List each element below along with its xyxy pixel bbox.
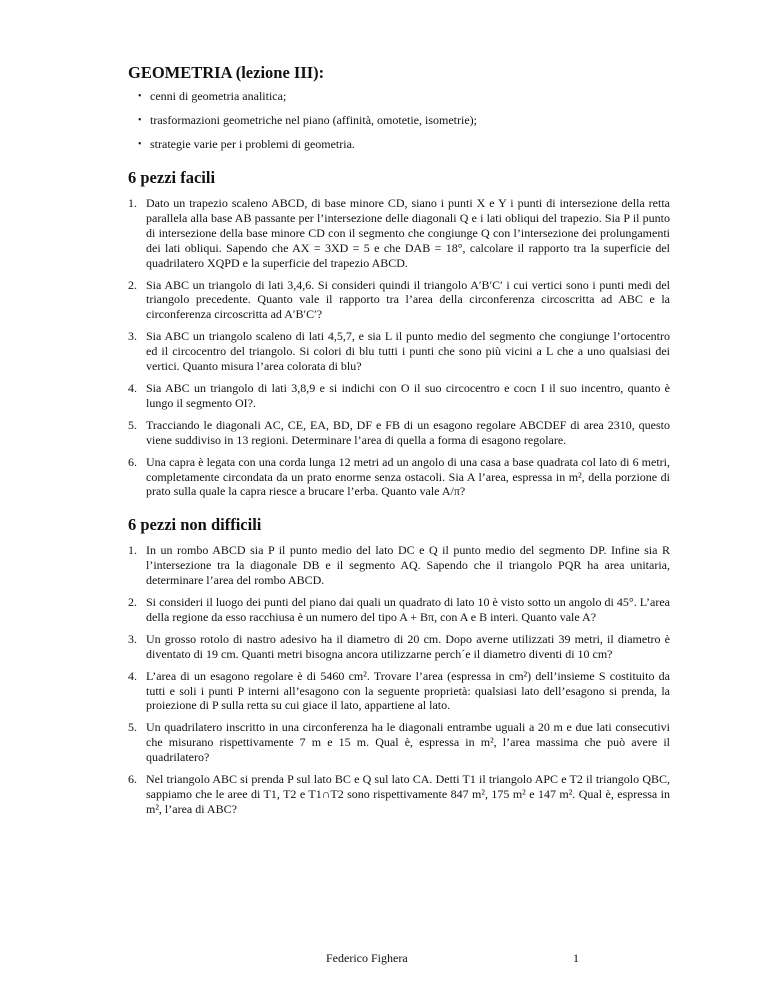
problem-item xyxy=(128,196,670,271)
problem-item xyxy=(128,455,670,500)
section-heading: 6 pezzi facili xyxy=(128,168,216,187)
problem-number: 4. xyxy=(128,380,137,395)
problem-item xyxy=(128,595,670,625)
problem-text: Un quadrilatero inscritto in una circonferenza ha le diagonali entrambe uguali a 20 m e due lati consecutivi che misurano rispettivamente 7 m e 15 m. Qual è, espressa in m², l’area massima che può avere il quadrilatero? xyxy=(146,720,670,765)
page-number: 1 xyxy=(573,951,579,965)
section-not-difficult xyxy=(128,515,670,817)
problem-item xyxy=(128,329,670,374)
page-title: GEOMETRIA (lezione III): xyxy=(128,63,325,82)
problem-number: 3. xyxy=(128,631,137,646)
problem-text: Nel triangolo ABC si prenda P sul lato BC e Q sul lato CA. Detti T1 il triangolo APC e T2 il triangolo QBC, sappiamo che le aree di T1, T2 e T1∩T2 sono rispettivamente 847 m², 175 m² e 147 m². Qual è, espressa in m², l’area di ABC? xyxy=(146,772,670,816)
problem-text: Tracciando le diagonali AC, CE, EA, BD, DF e FB di un esagono regolare ABCDEF di area 2310, questo viene suddiviso in 13 regioni. Determinare l’area di quella a forma di esagono regolare. xyxy=(146,417,670,447)
problem-number: 1. xyxy=(128,543,137,558)
problem-text: In un rombo ABCD sia P il punto medio del lato DC e Q il punto medio del segmento DP. Infine sia R l’intersezione tra la diagonale DB e il segmento AQ. Sapendo che il triangolo PQR ha area unitaria, determinare l’area del rombo ABCD. xyxy=(146,543,670,588)
problem-number: 2. xyxy=(128,277,137,292)
topics-list xyxy=(128,89,670,152)
topic-item: • trasformazioni geometriche nel piano (affinità, omotetie, isometrie); xyxy=(138,113,670,128)
problem-number: 5. xyxy=(128,417,137,432)
problem-text: Una capra è legata con una corda lunga 12 metri ad un angolo di una casa a base quadrata col lato di 6 metri, completamente circondata da un prato enorme senza ostacoli. Sia A l’area, espressa in m², della porzione di prato sulla quale la capra riesce a brucare l’erba. Quanto vale A/π? xyxy=(146,454,670,499)
problem-item xyxy=(128,720,670,765)
problem-number: 3. xyxy=(128,329,137,344)
page-content xyxy=(128,63,670,824)
problem-text: Dato un trapezio scaleno ABCD, di base minore CD, siano i punti X e Y i punti di intersezione della retta parallela alla base AB passante per l’intersezione delle diagonali Q e i lati obliqui del trapezio. Sia P il punto di intersezione della base minore CD con il segmento che congiunge Q con l’intersezione dei prolungamenti dei lati obliqui. Sapendo che AX = 3XD = 5 e che DAB = 18°, calcolare il rapporto tra la superficie del quadrilatero XQPD e la superficie del trapezio ABCD. xyxy=(146,196,670,270)
footer-author: Federico Fighera xyxy=(326,951,408,965)
problem-number: 2. xyxy=(128,595,137,610)
problem-list xyxy=(128,543,670,817)
section-easy xyxy=(128,168,670,499)
problem-text: Sia ABC un triangolo di lati 3,4,6. Si consideri quindi il triangolo A′B′C′ i cui vertici sono i punti medi del triangolo precedente. Quanto vale il rapporto tra l’area della circonferenza circoscritta ad ABC e la circonferenza circoscritta ad A′B′C′? xyxy=(146,277,670,322)
problem-text: Sia ABC un triangolo scaleno di lati 4,5,7, e sia L il punto medio del segmento che congiunge l’ortocentro ed il circocentro del triangolo. Si colori di blu tutti i punti che sono più vicini a L che a uno qualsiasi dei vertici. Quanto misura l’area colorata di blu? xyxy=(146,329,670,374)
problem-text: Un grosso rotolo di nastro adesivo ha il diametro di 20 cm. Dopo averne utilizzati 39 metri, il diametro è diventato di 19 cm. Quanti metri bisogna ancora utilizzarne perch´e il diametro diventi di 10 cm? xyxy=(146,631,670,661)
problem-number: 6. xyxy=(128,454,137,469)
problem-item xyxy=(128,632,670,662)
problem-number: 5. xyxy=(128,720,137,735)
problem-text: L’area di un esagono regolare è di 5460 cm². Trovare l’area (espressa in cm²) dell’insieme S costituito da tutti e soli i punti P interni all’esagono con la seguente proprietà: qualsiasi lato dell’esagono si prenda, la proiezione di P sulla retta su cui giace il lato, appartiene al lato. xyxy=(146,668,670,713)
topic-item: • cenni di geometria analitica; xyxy=(138,89,670,104)
topic-item: • strategie varie per i problemi di geometria. xyxy=(138,137,670,152)
problem-item xyxy=(128,381,670,411)
problem-item xyxy=(128,669,670,714)
problem-text: Sia ABC un triangolo di lati 3,8,9 e si indichi con O il suo circocentro e cocn I il suo incentro, quanto è lungo il segmento OI?. xyxy=(146,380,670,410)
problem-item xyxy=(128,772,670,817)
problem-number: 6. xyxy=(128,772,137,787)
problem-number: 1. xyxy=(128,196,137,210)
section-heading: 6 pezzi non difficili xyxy=(128,515,262,535)
problem-text: Si consideri il luogo dei punti del piano dai quali un quadrato di lato 10 è visto sotto un angolo di 45°. L’area della regione da esso racchiusa è un numero del tipo A + Bπ, con A e B interi. Quanto vale A? xyxy=(146,595,670,624)
problem-item xyxy=(128,543,670,588)
problem-list xyxy=(128,196,670,499)
problem-number: 4. xyxy=(128,668,137,683)
problem-item xyxy=(128,418,670,448)
problem-item xyxy=(128,278,670,323)
